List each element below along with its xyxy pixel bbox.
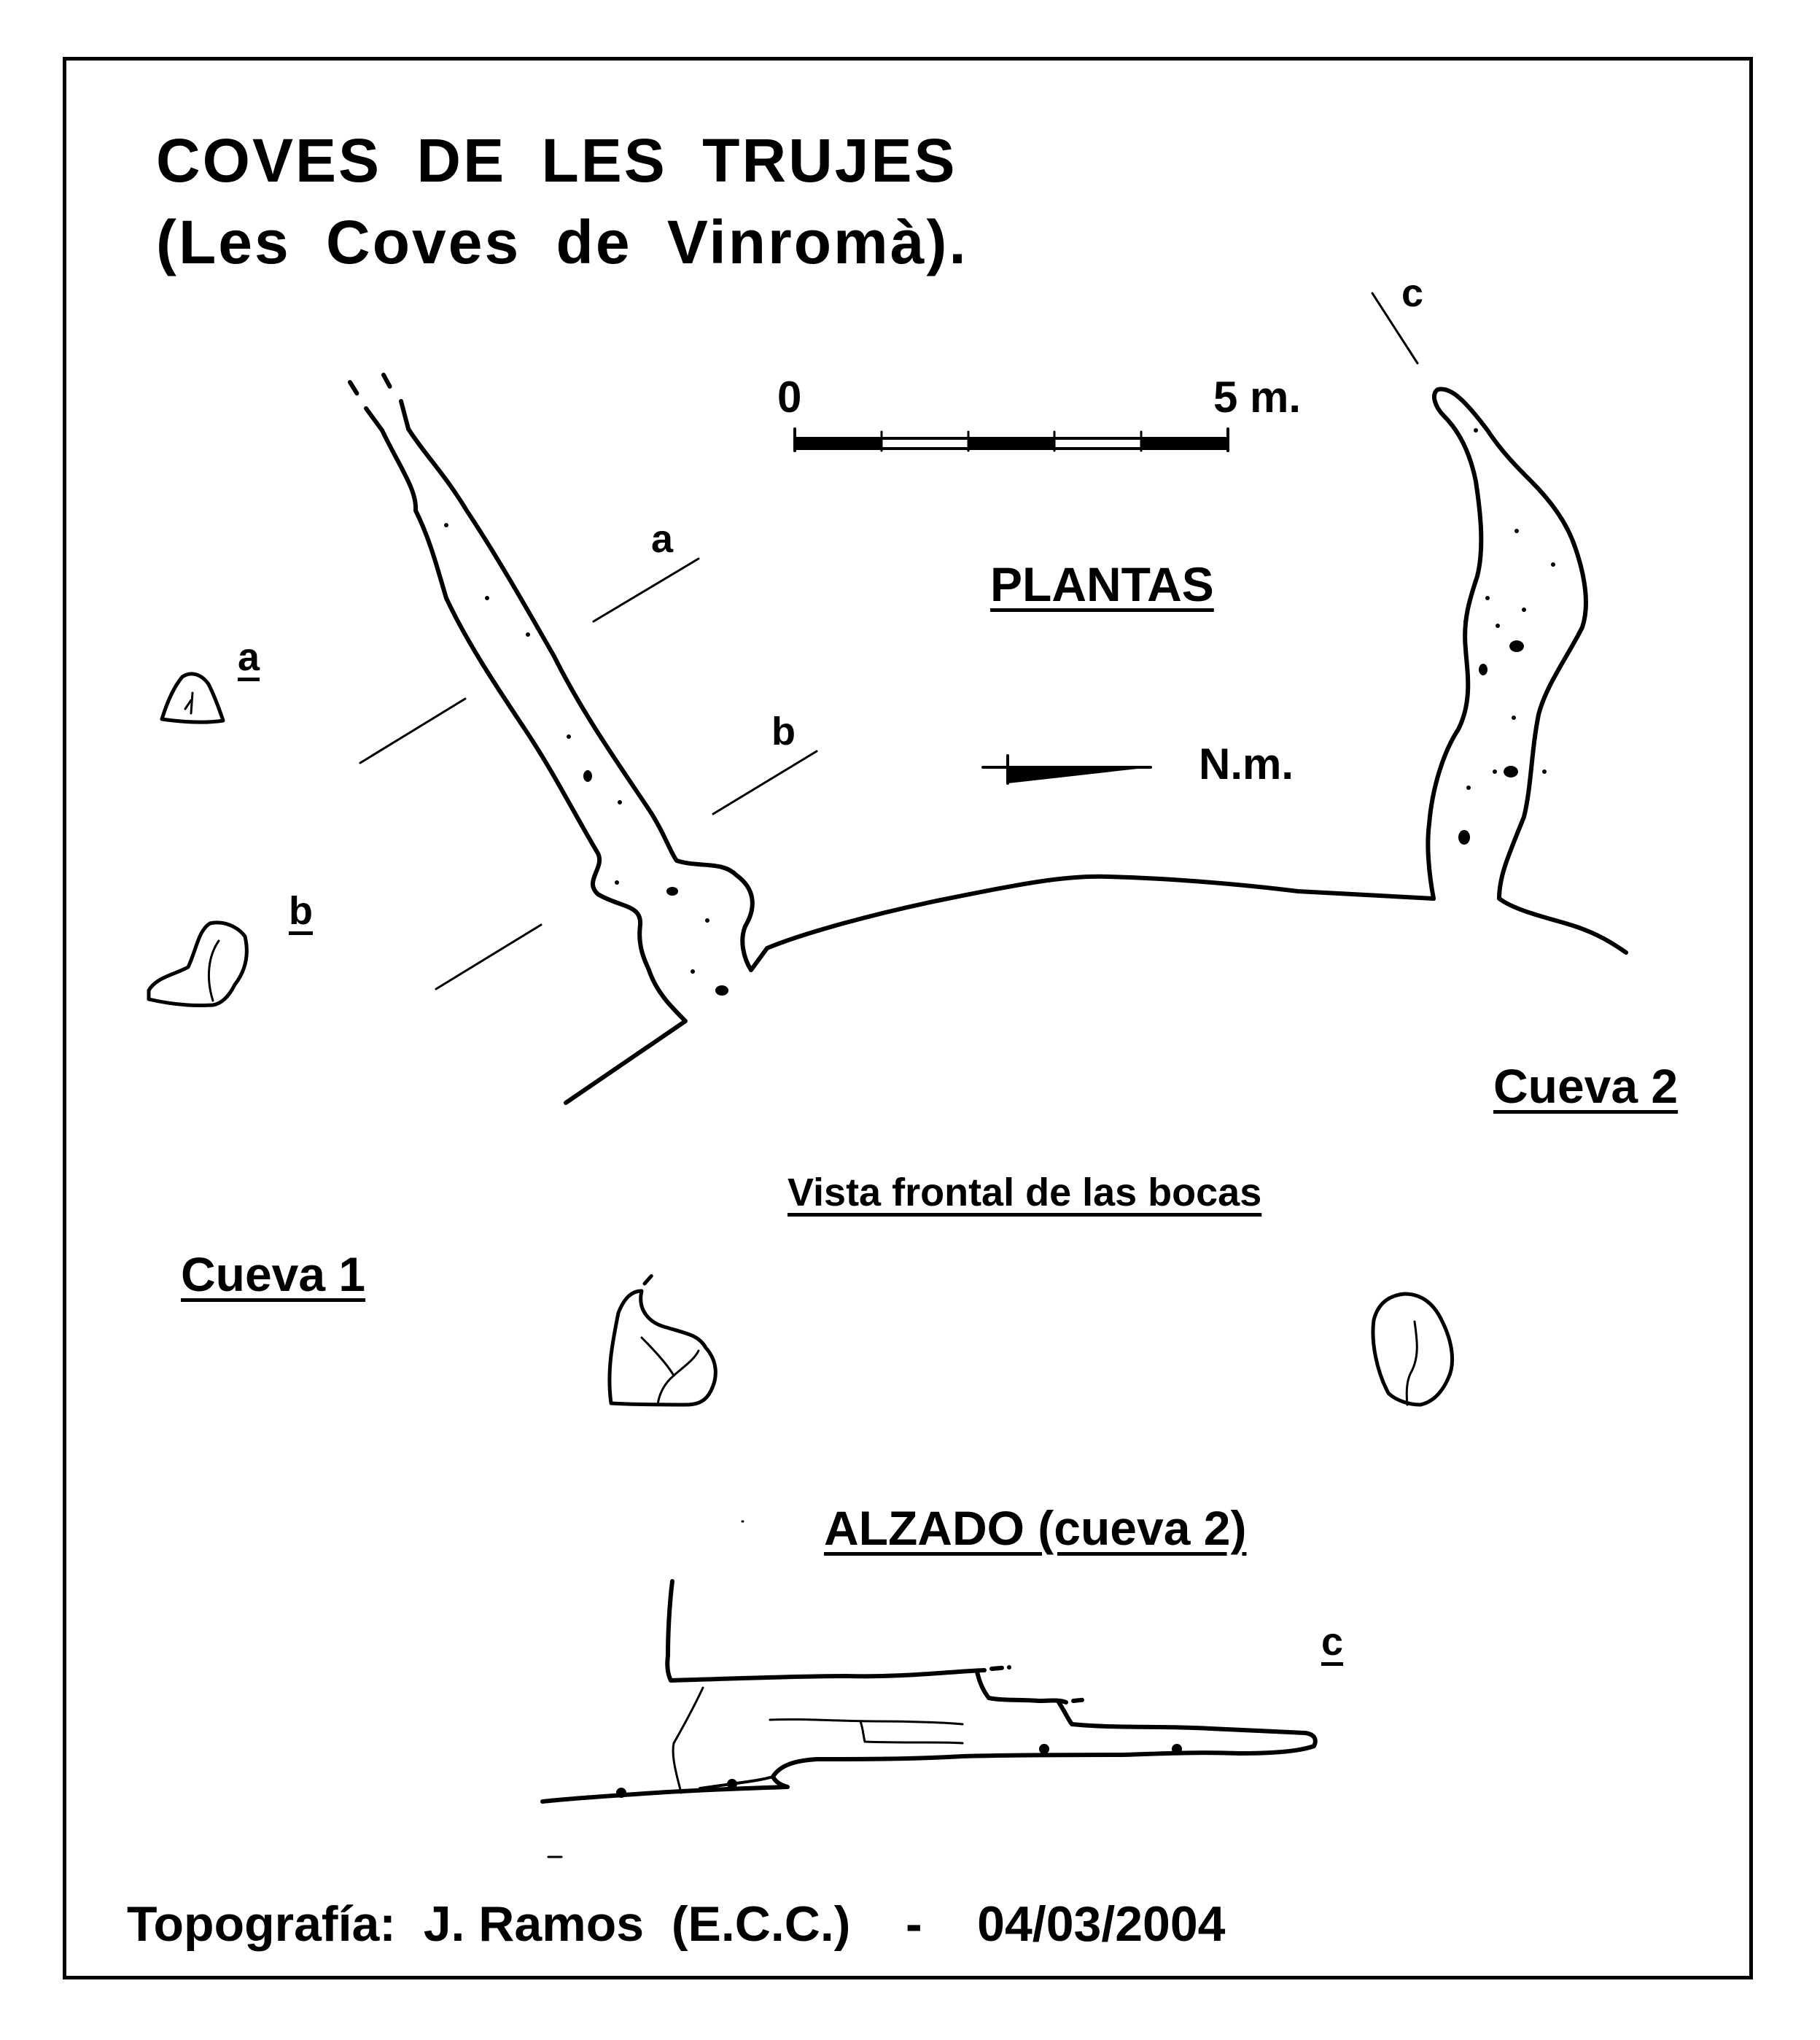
map-title: COVES DE LES TRUJES — [156, 126, 957, 195]
north-arrow-icon — [983, 756, 1151, 783]
elevation-section-label: c — [1321, 1620, 1344, 1664]
cave-1-label: Cueva 1 — [181, 1247, 366, 1301]
cave-2-label: Cueva 2 — [1493, 1059, 1679, 1113]
cross-section-a-label: a — [238, 635, 260, 679]
section-b-letter: b — [771, 710, 796, 753]
north-label: N.m. — [1199, 740, 1294, 788]
cross-section-b-label: b — [289, 889, 313, 933]
cave-2-plan — [1428, 389, 1626, 953]
elevation-cave-2 — [542, 1521, 1315, 1857]
cross-section-a — [162, 674, 223, 722]
scale-bar — [795, 429, 1228, 451]
front-view-cave-2 — [1373, 1294, 1452, 1405]
credits: Topografía: J. Ramos (E.C.C.) - 04/03/2004 — [127, 1896, 1226, 1952]
front-view-cave-1 — [610, 1272, 715, 1405]
front-view-heading: Vista frontal de las bocas — [788, 1171, 1262, 1214]
section-a-letter: a — [651, 517, 674, 561]
scale-start-label: 0 — [777, 373, 802, 422]
scale-end-label: 5 m. — [1213, 373, 1302, 422]
cross-section-b — [149, 923, 246, 1006]
cave-1-plan — [350, 375, 1434, 1103]
plan-rock-details — [583, 640, 1524, 996]
elevation-heading: ALZADO (cueva 2) — [824, 1501, 1247, 1555]
plan-floor-details — [444, 428, 1555, 974]
map-subtitle: (Les Coves de Vinromà). — [156, 208, 968, 276]
section-c-letter: c — [1401, 271, 1424, 315]
plan-heading: PLANTAS — [990, 557, 1214, 611]
